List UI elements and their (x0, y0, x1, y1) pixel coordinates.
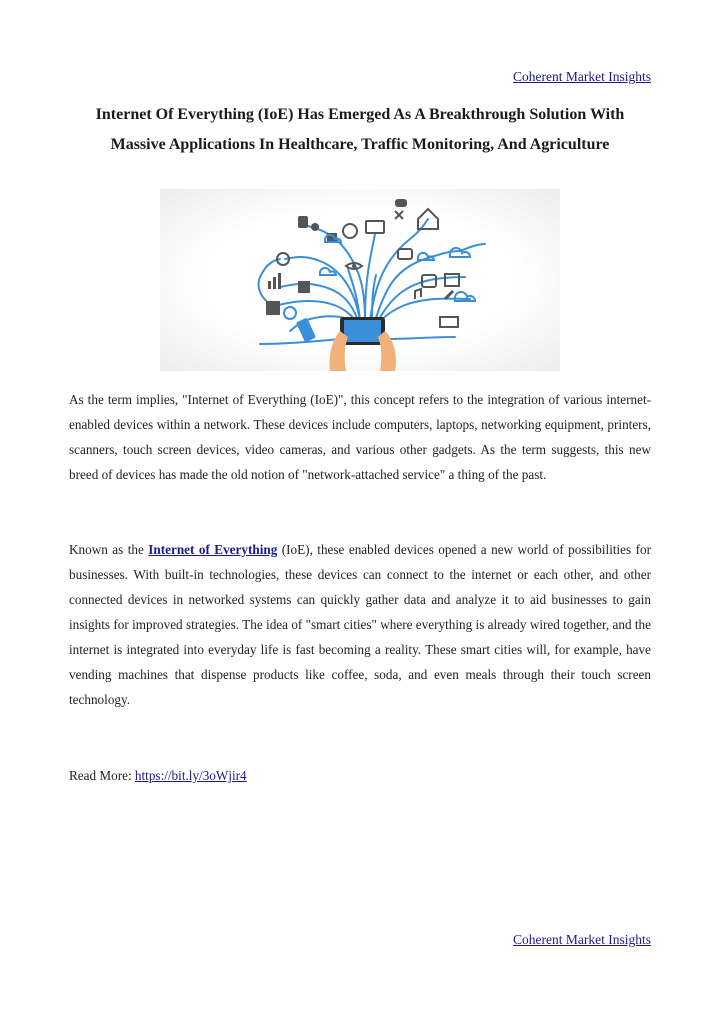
header-brand-link[interactable]: Coherent Market Insights (513, 69, 651, 84)
title-line-1: Internet Of Everything (IoE) Has Emerged As A Breakthrough Solution With (95, 106, 625, 123)
iot-network-illustration-icon (160, 189, 560, 371)
footer-brand-link[interactable]: Coherent Market Insights (513, 932, 651, 947)
hero-image (160, 189, 560, 371)
read-more (69, 763, 247, 788)
page-title (60, 100, 660, 160)
title-line-2: Massive Applications In Healthcare, Traffic Monitoring, And Agriculture (110, 136, 610, 153)
internet-of-everything-link[interactable]: Internet of Everything (148, 542, 278, 557)
intro-paragraph: As the term implies, "Internet of Everything (IoE)", this concept refers to the integration of various internet-enabled devices within a network. These devices include computers, laptops, networking equipment, printers, scanners, touch screen devices, video cameras, and various other gadgets. As the term suggests, this new breed of devices has made the old notion of "network-attached service" a thing of the past. (69, 392, 651, 482)
body-paragraph (69, 537, 651, 712)
paragraph-body-text: (IoE), these enabled devices opened a new world of possibilities for businesses. With built-in technologies, these devices can connect to the internet or each other, and other connected devices in networked systems can quickly gather data and analyze it to aid businesses to gain insights for improved strategies. The idea of "smart cities" where everything is already wired together, and the internet is integrated into everyday life is fast becoming a reality. These smart cities will, for example, have vending machines that dispense products like coffee, soda, and even meals through their touch screen technology. (69, 542, 651, 707)
read-more-label: Read More: (69, 768, 135, 783)
read-more-link[interactable]: https://bit.ly/3oWjir4 (134, 768, 247, 783)
paragraph-lead-text: Known as the (69, 542, 149, 557)
